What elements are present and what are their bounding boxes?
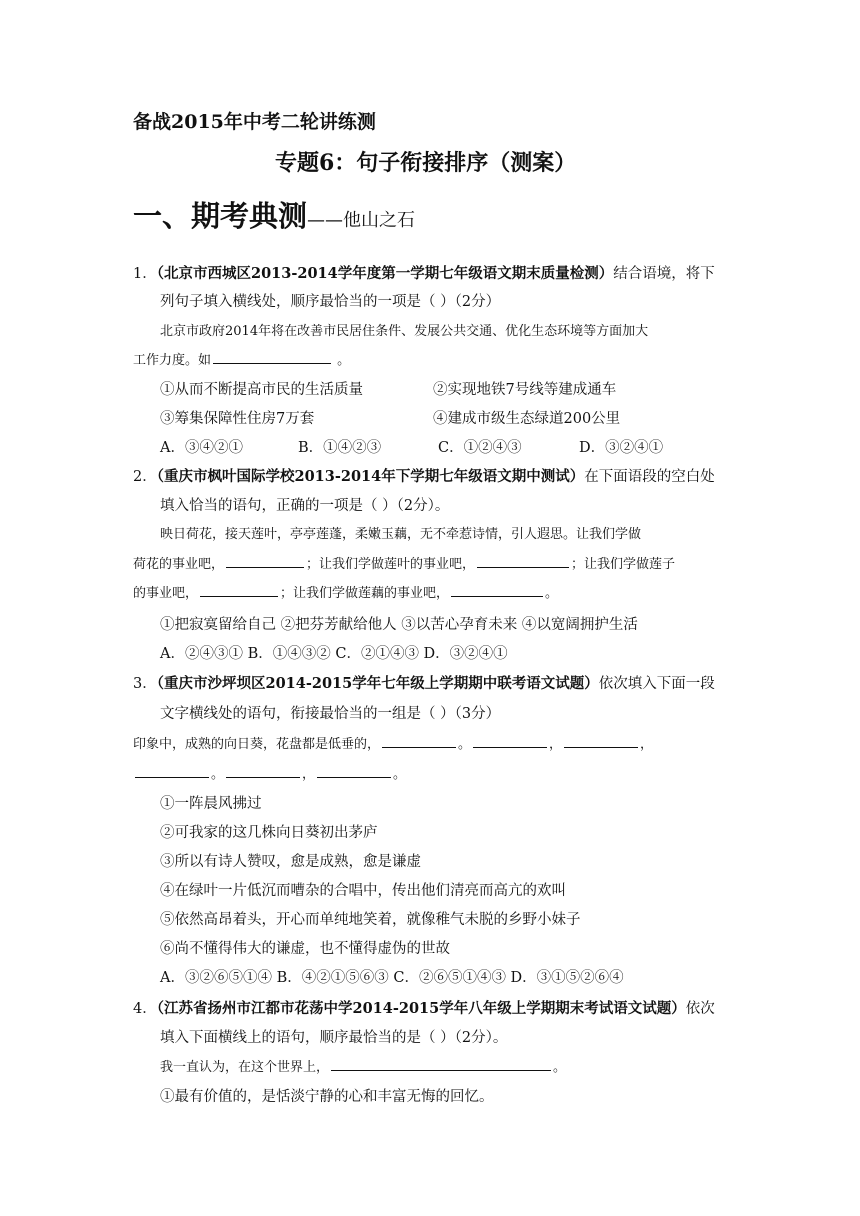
- q2-number: 2．: [133, 469, 157, 485]
- q4-body-1: 我一直认为，在这个世界上， 。: [160, 1060, 567, 1075]
- blank: [200, 584, 278, 597]
- q1-option-2: ②实现地铁7号线等建成通车: [433, 382, 617, 398]
- q3-option-3: ③所以有诗人赞叹，愈是成熟，愈是谦虚: [160, 854, 421, 870]
- q1-line1: [133, 262, 715, 283]
- q2-source: （重庆市枫叶国际学校2013-2014年下学期七年级语文期中测试）: [156, 468, 585, 485]
- q3-body-1: 印象中，成熟的向日葵，花盘都是低垂的， 。 ， ，: [133, 737, 654, 752]
- q1-answer-b: B．①④②③: [298, 440, 382, 456]
- q3-option-2: ②可我家的这几株向日葵初出茅庐: [160, 825, 378, 841]
- q1-body-1: 北京市政府2014年将在改善市民居住条件、发展公共交通、优化生态环境等方面加大: [160, 324, 649, 339]
- q2-options: ①把寂寞留给自己 ②把芬芳献给他人 ③以苦心孕育未来 ④以宽阔拥护生活: [160, 617, 638, 633]
- blank: [477, 555, 569, 568]
- blank: [226, 765, 300, 778]
- blank: [213, 351, 331, 364]
- q1-body-2: 工作力度。如 。: [133, 353, 351, 368]
- q3-number: 3．: [133, 676, 157, 692]
- q3-body-2: 。 ， 。: [133, 763, 406, 782]
- q2-body-1: 映日荷花，接天莲叶，亭亭莲蓬，柔嫩玉藕，无不牵惹诗情，引人遐思。让我们学做: [160, 527, 642, 542]
- q4-stem-2: 填入下面横线上的语句，顺序最恰当的是（ ）（2分）。: [160, 1030, 508, 1046]
- q2-stem-2: 填入恰当的语句，正确的一项是（ ）（2分）。: [160, 498, 450, 514]
- section-sub: ——他山之石: [307, 210, 416, 231]
- q1-stem-2: 列句子填入横线处，顺序最恰当的一项是（ ）（2分）: [160, 294, 501, 310]
- q2-body-2: 荷花的事业吧， ；让我们学做莲叶的事业吧， ；让我们学做莲子: [133, 557, 676, 572]
- blank: [473, 735, 547, 748]
- q1-source: （北京市西城区2013-2014学年度第一学期七年级语文期末质量检测）: [156, 265, 614, 282]
- blank: [317, 765, 391, 778]
- q3-option-4: ④在绿叶一片低沉而嘈杂的合唱中，传出他们清亮而高亢的欢叫: [160, 883, 566, 899]
- q1-answer-a: A．③④②①: [160, 440, 243, 456]
- q2-body-3: 的事业吧， ；让我们学做莲藕的事业吧， 。: [133, 586, 559, 601]
- q3-answers: A．③②⑥⑤①④ B．④②①⑤⑥③ C．②⑥⑤①④③ D．③①⑤②⑥④: [160, 970, 624, 986]
- q3-option-5: ⑤依然高昂着头，开心而单纯地笑着，就像稚气未脱的乡野小妹子: [160, 912, 581, 928]
- section-main: 一、期考典测: [133, 199, 308, 233]
- blank: [564, 735, 638, 748]
- q1-option-1: ①从而不断提高市民的生活质量: [160, 382, 363, 398]
- q4-line1: [133, 997, 715, 1018]
- q4-number: 4．: [133, 1001, 157, 1017]
- q3-source: （重庆市沙坪坝区2014-2015学年七年级上学期期中联考语文试题）: [156, 675, 599, 692]
- blank: [226, 555, 304, 568]
- q1-option-3: ③筹集保障性住房7万套: [160, 411, 315, 427]
- q1-answer-c: C．①②④③: [438, 440, 522, 456]
- q4-stem-1: 依次: [685, 1001, 715, 1017]
- q3-line1: [133, 672, 715, 693]
- blank: [451, 584, 543, 597]
- q3-option-1: ①一阵晨风拂过: [160, 796, 262, 812]
- section-heading: [133, 194, 415, 235]
- q2-answers: A．②④③① B．①④③② C．②①④③ D．③②④①: [160, 646, 508, 662]
- blank: [382, 735, 456, 748]
- q1-number: 1．: [133, 266, 157, 282]
- q1-stem-1: 结合语境，将下: [613, 266, 715, 282]
- blank: [331, 1058, 551, 1071]
- q2-line1: [133, 465, 715, 486]
- page-title: 专题6：句子衔接排序（测案）: [275, 150, 577, 176]
- q3-stem-1: 依次填入下面一段: [598, 676, 715, 692]
- q4-option-1: ①最有价值的，是恬淡宁静的心和丰富无悔的回忆。: [160, 1089, 494, 1105]
- q1-answer-d: D．③②④①: [579, 440, 664, 456]
- q3-option-6: ⑥尚不懂得伟大的谦虚，也不懂得虚伪的世故: [160, 941, 450, 957]
- q3-stem-2: 文字横线处的语句，衔接最恰当的一组是（ ）（3分）: [160, 706, 501, 722]
- page-header: 备战2015年中考二轮讲练测: [133, 111, 376, 133]
- q1-option-4: ④建成市级生态绿道200公里: [433, 411, 621, 427]
- blank: [135, 765, 209, 778]
- q2-stem-1: 在下面语段的空白处: [584, 469, 715, 485]
- q4-source: （江苏省扬州市江都市花荡中学2014-2015学年八年级上学期期末考试语文试题）: [156, 1000, 686, 1017]
